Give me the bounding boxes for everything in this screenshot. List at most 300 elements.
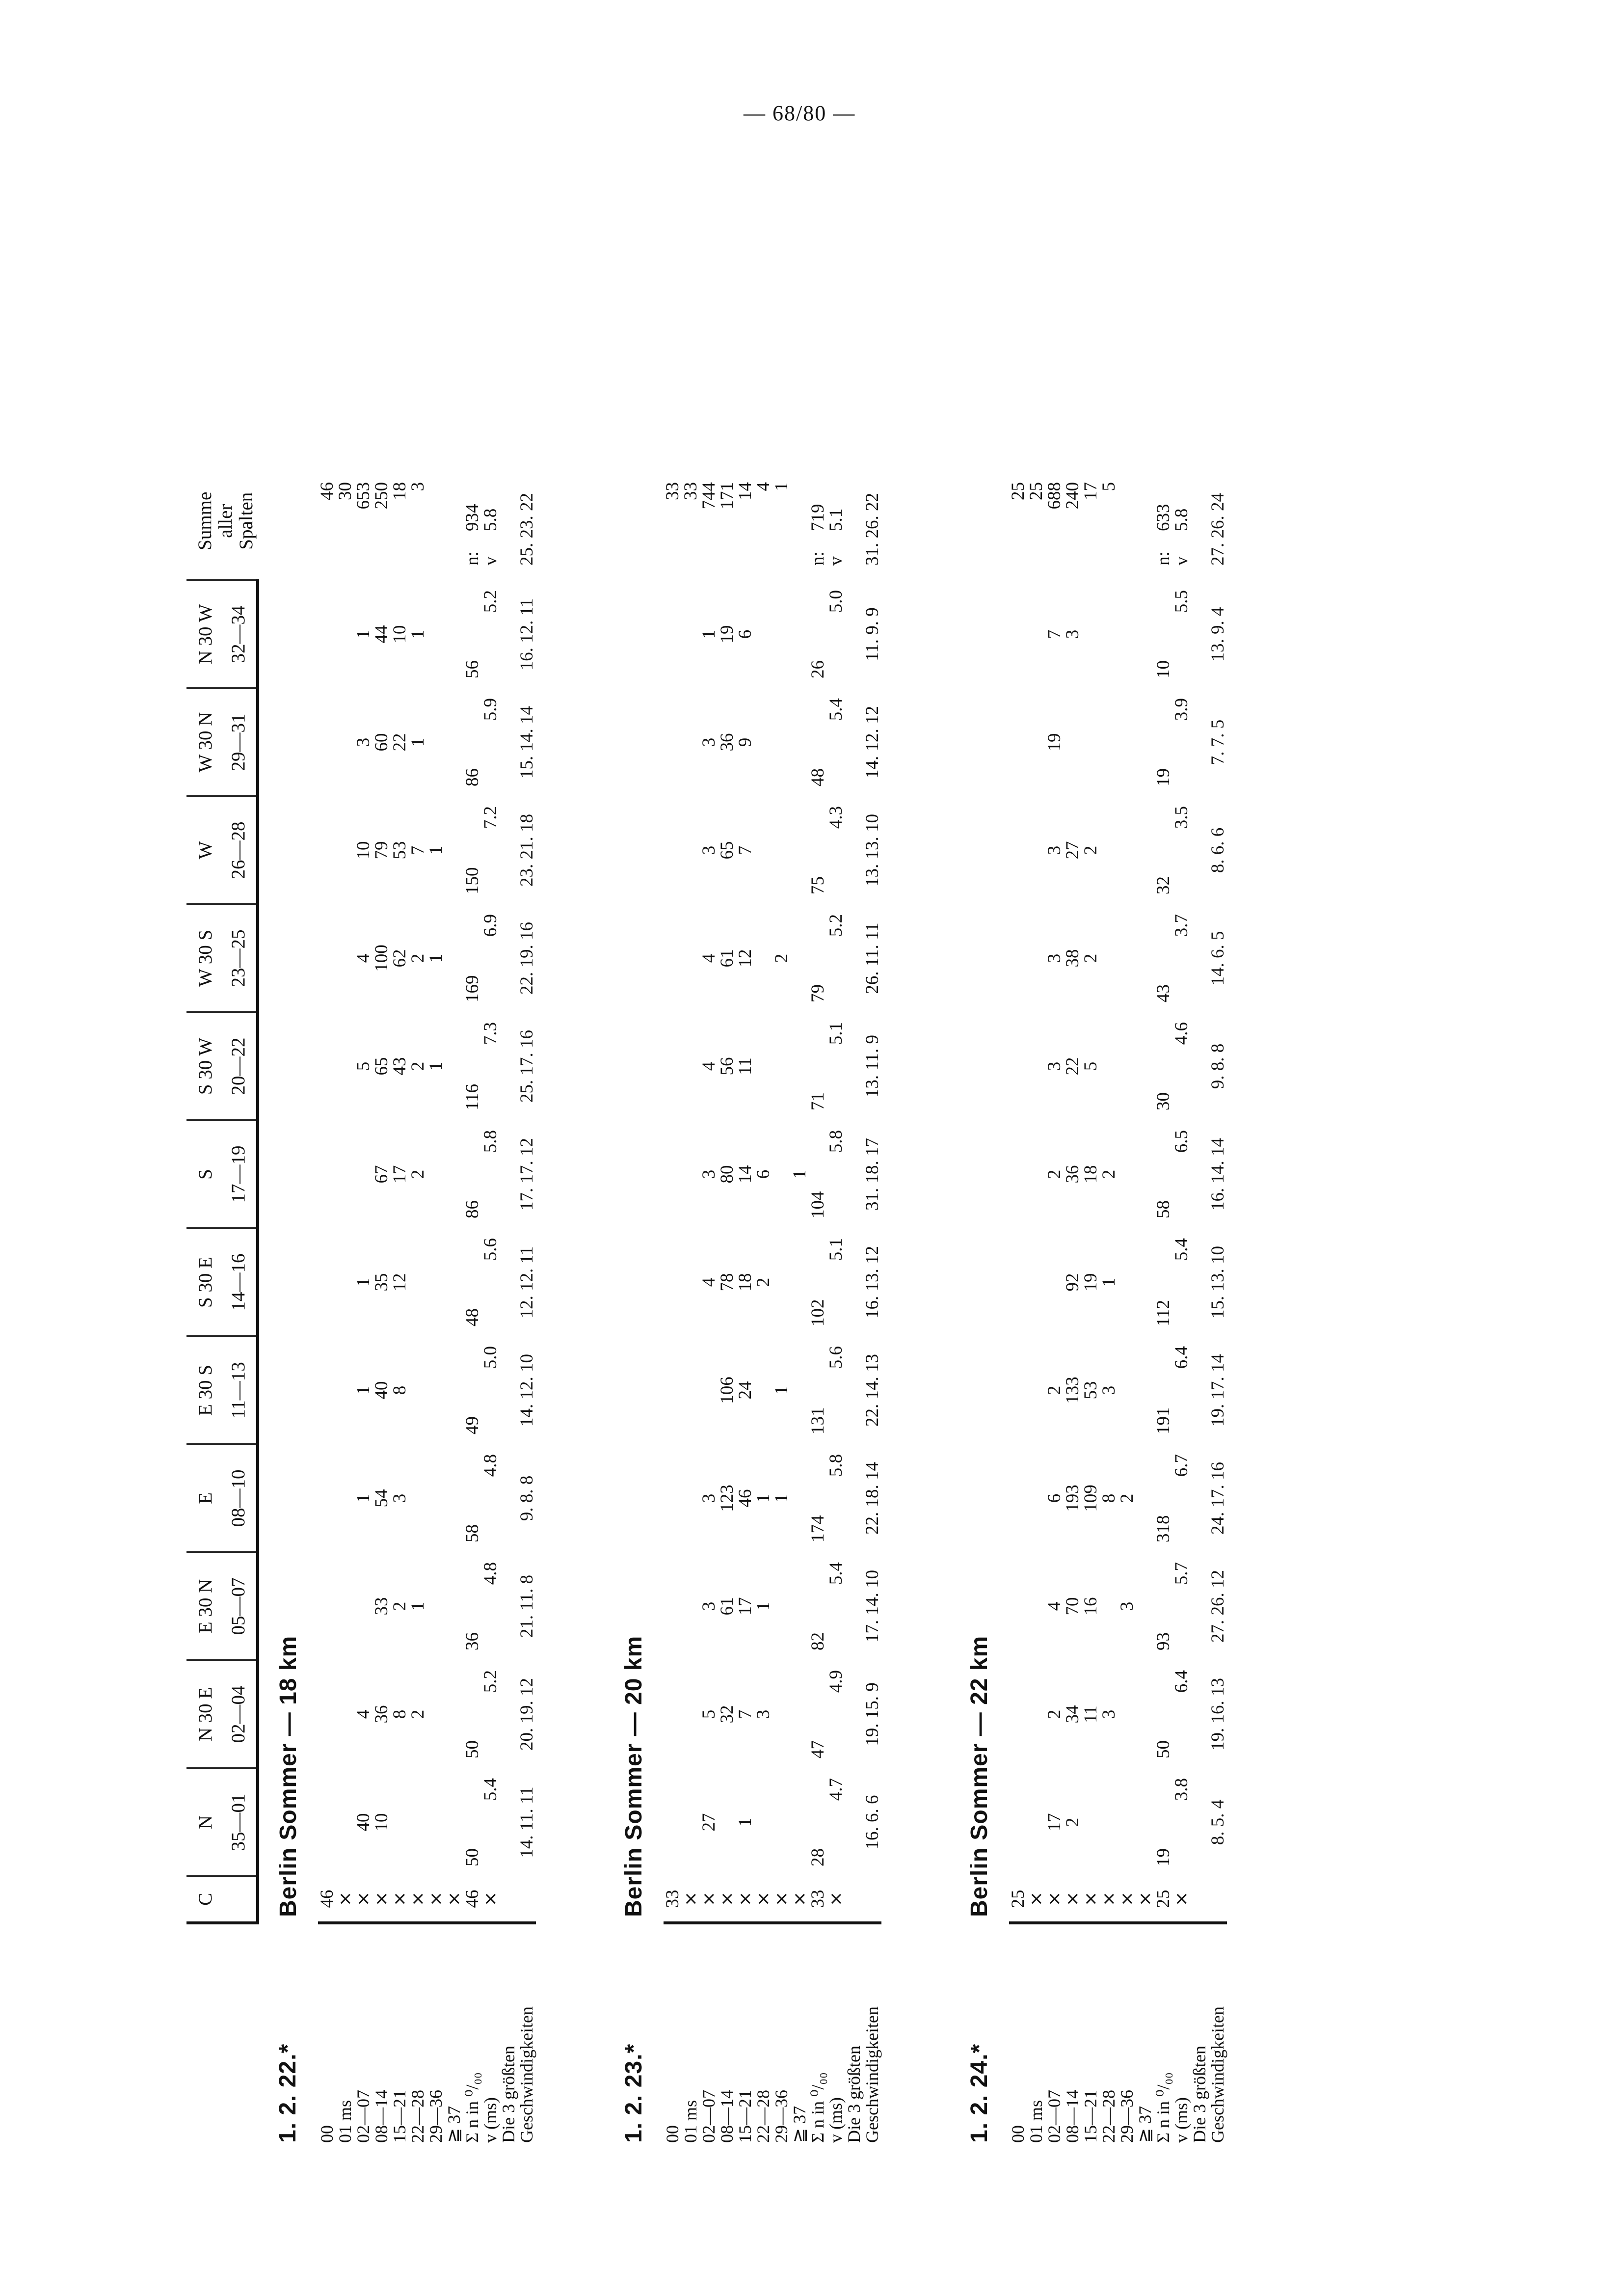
value-cell (1118, 1660, 1136, 1768)
value-cell (791, 1552, 809, 1660)
c-cell (1209, 1876, 1227, 1923)
value-cell (500, 1444, 518, 1552)
value-cell (1136, 1660, 1154, 1768)
value-cell: 17 (735, 1597, 755, 1616)
value-cell (500, 1336, 518, 1444)
c-cell: × (753, 1891, 773, 1907)
value-cell: 16. 14. 14 (1208, 1138, 1228, 1211)
table-row (736, 462, 754, 2149)
sum-cell: 33 (663, 482, 683, 500)
header-sum-line: Summe (194, 491, 215, 550)
value-cell: 18 (1081, 1165, 1101, 1184)
value-cell: 5.8 (826, 1130, 846, 1153)
sum-value: 5.8 (1171, 508, 1192, 531)
value-cell (336, 1660, 354, 1768)
value-cell (1009, 1228, 1027, 1336)
value-cell: 4.8 (480, 1562, 501, 1585)
value-cell: 32 (717, 1705, 737, 1724)
value-cell: 5.5 (1171, 590, 1192, 613)
value-cell (1136, 1768, 1154, 1876)
header-direction: S (186, 1120, 221, 1228)
value-cell (845, 1336, 863, 1444)
value-cell (791, 1228, 809, 1336)
value-cell (682, 1552, 700, 1660)
value-cell: 27 (1063, 841, 1083, 860)
value-cell: 65 (717, 841, 737, 860)
value-cell: 7 (408, 845, 428, 855)
value-cell (664, 1012, 682, 1120)
header-direction: N 30 E (186, 1660, 221, 1768)
value-cell (1118, 580, 1136, 688)
value-cell (318, 796, 336, 904)
header-sum (186, 462, 258, 580)
header-direction: W 30 N (186, 688, 221, 796)
value-cell: 58 (1153, 1200, 1173, 1218)
value-cell: 1 (753, 1601, 773, 1611)
value-cell (409, 1228, 427, 1336)
value-cell (427, 1552, 445, 1660)
value-cell: 3 (699, 1169, 719, 1179)
value-cell: 5.4 (480, 1778, 501, 1801)
sum-cell: 46 (317, 482, 337, 500)
value-cell: 31. 18. 17 (862, 1138, 882, 1211)
value-cell (1027, 1660, 1045, 1768)
value-cell: 8. 5. 4 (1208, 1799, 1228, 1845)
row-label: 08—14 (718, 1923, 736, 2149)
sum-cell (1172, 462, 1191, 580)
value-cell (500, 580, 518, 688)
value-cell (845, 580, 863, 688)
value-cell (318, 1012, 336, 1120)
row-label: 02—07 (354, 1923, 372, 2149)
value-cell: 34 (1063, 1705, 1083, 1724)
value-cell (427, 1120, 445, 1228)
section-spacer (881, 462, 950, 2149)
sum-cell: 250 (372, 482, 392, 510)
value-cell: 2 (1044, 1169, 1064, 1179)
value-cell: 3.8 (1171, 1778, 1192, 1801)
value-cell (1136, 1444, 1154, 1552)
value-cell (336, 796, 354, 904)
value-cell (1009, 580, 1027, 688)
table-row (1045, 462, 1064, 2149)
value-cell: 3 (1044, 845, 1064, 855)
value-cell: 5 (1081, 1061, 1101, 1071)
value-cell: 11 (1081, 1705, 1101, 1723)
value-cell: 1 (353, 1493, 373, 1503)
value-cell: 27 (699, 1813, 719, 1832)
value-cell: 1 (790, 1169, 810, 1179)
value-cell: 7. 7. 5 (1208, 719, 1228, 765)
value-cell: 24. 17. 16 (1208, 1462, 1228, 1535)
value-cell (1191, 1444, 1209, 1552)
value-cell: 5.2 (480, 590, 501, 613)
value-cell: 43 (1153, 984, 1173, 1002)
value-cell: 2 (1044, 1385, 1064, 1395)
value-cell (427, 1768, 445, 1876)
value-cell: 70 (1063, 1597, 1083, 1616)
value-cell: 10 (372, 1813, 392, 1832)
value-cell: 79 (808, 984, 828, 1002)
sum-cell: 25 (1008, 482, 1028, 500)
value-cell: 3 (353, 737, 373, 747)
value-cell (791, 1444, 809, 1552)
value-cell: 50 (1153, 1740, 1173, 1758)
wind-statistics-table (186, 462, 1227, 2149)
value-cell (1191, 1768, 1209, 1876)
value-cell (682, 1660, 700, 1768)
table-row (1100, 462, 1118, 2149)
c-cell (1191, 1876, 1209, 1923)
value-cell: 50 (462, 1740, 482, 1758)
value-cell (336, 1768, 354, 1876)
value-cell (318, 1444, 336, 1552)
row-label: Geschwindigkeiten (1209, 1923, 1227, 2149)
value-cell: 6.7 (1171, 1454, 1192, 1477)
value-cell (682, 1228, 700, 1336)
value-cell: 3 (1099, 1709, 1119, 1719)
value-cell (336, 904, 354, 1012)
row-label: v (ms) (827, 1923, 845, 2149)
c-cell: × (444, 1891, 464, 1907)
c-cell: × (1099, 1891, 1119, 1907)
value-cell: 7 (1044, 629, 1064, 639)
value-cell: 4 (1044, 1601, 1064, 1611)
value-cell (772, 1228, 791, 1336)
value-cell: 53 (390, 841, 410, 860)
value-cell (427, 1228, 445, 1336)
value-cell: 174 (808, 1515, 828, 1542)
value-cell: 92 (1063, 1273, 1083, 1292)
sum-cell (1191, 462, 1209, 580)
value-cell (336, 1120, 354, 1228)
table-row (700, 462, 718, 2149)
sum-label: v (826, 556, 846, 566)
value-cell (445, 1120, 463, 1228)
c-cell: 46 (462, 1890, 482, 1908)
value-cell (664, 1768, 682, 1876)
c-cell: × (1135, 1891, 1155, 1907)
value-cell: 36 (372, 1705, 392, 1724)
table-row (845, 462, 863, 2149)
value-cell: 17. 14. 10 (862, 1570, 882, 1643)
value-cell: 4.7 (826, 1778, 846, 1801)
value-cell (682, 1120, 700, 1228)
value-cell: 25. 17. 16 (517, 1030, 537, 1103)
value-cell (336, 580, 354, 688)
sum-cell (445, 462, 463, 580)
value-cell: 19 (1153, 768, 1173, 786)
value-cell: 12. 12. 11 (517, 1246, 537, 1319)
value-cell: 79 (372, 841, 392, 860)
row-label: Σ n in ⁰/₀₀ (809, 1923, 827, 2149)
row-label: 00 (664, 1923, 682, 2149)
value-cell (791, 1336, 809, 1444)
value-cell (682, 1012, 700, 1120)
value-cell (1027, 1336, 1045, 1444)
row-label: 01 ms (682, 1923, 700, 2149)
value-cell: 5.2 (826, 914, 846, 937)
value-cell: 123 (717, 1485, 737, 1512)
value-cell (845, 1768, 863, 1876)
table-row (754, 462, 772, 2149)
value-cell (1009, 1444, 1027, 1552)
table-row (391, 462, 409, 2149)
value-cell: 33 (372, 1597, 392, 1616)
value-cell: 36 (1063, 1165, 1083, 1184)
sum-cell: 653 (353, 482, 373, 510)
row-label: Geschwindigkeiten (518, 1923, 536, 2149)
value-cell (1136, 1120, 1154, 1228)
value-cell (1064, 688, 1082, 796)
value-cell (772, 1660, 791, 1768)
value-cell: 2 (1117, 1493, 1137, 1503)
value-cell (1082, 580, 1100, 688)
value-cell: 2 (408, 1709, 428, 1719)
value-cell: 6.9 (480, 914, 501, 937)
header-row-directions (186, 462, 221, 2149)
section-title: Berlin Sommer — 22 km (966, 1635, 992, 1917)
sum-label: n: (462, 551, 482, 566)
sum-cell: 31. 26. 22 (862, 493, 882, 566)
value-cell: 67 (372, 1165, 392, 1184)
c-cell: × (790, 1891, 810, 1907)
value-cell: 8. 6. 6 (1208, 827, 1228, 873)
row-label: ≧ 37 (445, 1923, 463, 2149)
row-label: 15—21 (391, 1923, 409, 2149)
value-cell (791, 1012, 809, 1120)
value-cell: 3 (1099, 1385, 1119, 1395)
sum-label: v (480, 556, 501, 566)
value-cell: 15. 14. 14 (517, 706, 537, 779)
row-label: 01 ms (1027, 1923, 1045, 2149)
value-cell: 2 (1063, 1817, 1083, 1827)
value-cell (1191, 580, 1209, 688)
value-cell: 4 (699, 953, 719, 963)
sum-cell: 25 (1026, 482, 1046, 500)
sum-cell: 25. 23. 22 (517, 493, 537, 566)
header-c: C (186, 1876, 221, 1923)
sum-cell: 171 (717, 482, 737, 510)
c-cell: × (1026, 1891, 1046, 1907)
value-cell (500, 1768, 518, 1876)
row-label: Die 3 größten (845, 1923, 863, 2149)
value-cell (1136, 1336, 1154, 1444)
value-cell (445, 688, 463, 796)
value-cell: 11. 9. 9 (862, 607, 882, 661)
value-cell (354, 1120, 372, 1228)
c-cell: × (1081, 1891, 1101, 1907)
value-cell (318, 1228, 336, 1336)
value-cell: 7.3 (480, 1022, 501, 1045)
value-cell (318, 1768, 336, 1876)
row-label: Geschwindigkeiten (863, 1923, 881, 2149)
value-cell (1118, 688, 1136, 796)
table-row (1009, 462, 1027, 2149)
value-cell: 22. 18. 14 (862, 1462, 882, 1535)
value-cell: 2 (1099, 1169, 1119, 1179)
value-cell (1191, 1552, 1209, 1660)
header-direction: E 30 S (186, 1336, 221, 1444)
value-cell: 3 (699, 1601, 719, 1611)
value-cell: 106 (717, 1377, 737, 1404)
value-cell: 1 (408, 629, 428, 639)
value-cell (445, 904, 463, 1012)
c-cell: × (699, 1891, 719, 1907)
value-cell: 10 (390, 625, 410, 644)
value-cell: 32 (1153, 876, 1173, 894)
table-row (354, 462, 372, 2149)
value-cell: 193 (1063, 1485, 1083, 1512)
value-cell (1009, 796, 1027, 904)
value-cell (1027, 1768, 1045, 1876)
table-row (1136, 462, 1154, 2149)
sum-cell: 27. 26. 24 (1208, 493, 1228, 566)
header-range: 08—10 (221, 1444, 258, 1552)
value-cell: 109 (1081, 1485, 1101, 1512)
value-cell (1009, 1660, 1027, 1768)
value-cell (445, 1336, 463, 1444)
value-cell (1191, 688, 1209, 796)
header-range: 11—13 (221, 1336, 258, 1444)
value-cell: 13. 9. 4 (1208, 607, 1228, 662)
value-cell: 2 (408, 1061, 428, 1071)
value-cell: 6.4 (1171, 1346, 1192, 1369)
value-cell (845, 1444, 863, 1552)
value-cell (791, 904, 809, 1012)
value-cell: 16. 12. 11 (517, 598, 537, 671)
table-row (427, 462, 445, 2149)
value-cell (1009, 688, 1027, 796)
section-date: 1. 2. 23.* (621, 2043, 647, 2143)
value-cell (427, 688, 445, 796)
value-cell (664, 904, 682, 1012)
value-cell: 40 (353, 1813, 373, 1832)
value-cell: 2 (753, 1277, 773, 1287)
value-cell (791, 1768, 809, 1876)
value-cell (1009, 1336, 1027, 1444)
row-label: 02—07 (700, 1923, 718, 2149)
table-row (863, 462, 881, 2149)
value-cell: 9. 8. 8 (517, 1475, 537, 1521)
value-cell: 1 (735, 1817, 755, 1827)
sum-cell: 14 (735, 482, 755, 500)
value-cell (427, 1660, 445, 1768)
sum-cell (827, 462, 845, 580)
value-cell (754, 1336, 772, 1444)
value-cell (664, 1660, 682, 1768)
header-direction: N 30 W (186, 580, 221, 688)
section-title-row (258, 462, 318, 2149)
header-direction: W (186, 796, 221, 904)
value-cell (336, 1552, 354, 1660)
value-cell: 3 (1044, 953, 1064, 963)
value-cell (845, 1012, 863, 1120)
sum-cell (500, 462, 518, 580)
c-cell: × (1063, 1891, 1083, 1907)
value-cell (318, 904, 336, 1012)
sum-cell (427, 462, 445, 580)
value-cell: 48 (808, 768, 828, 786)
c-cell: × (335, 1891, 355, 1907)
value-cell: 3 (1063, 629, 1083, 639)
row-label: v (ms) (481, 1923, 500, 2149)
value-cell: 5.1 (826, 1022, 846, 1045)
c-cell (845, 1876, 863, 1923)
value-cell: 3.9 (1171, 698, 1192, 721)
value-cell: 116 (462, 1083, 482, 1110)
value-cell: 27. 26. 12 (1208, 1570, 1228, 1643)
table-row (827, 462, 845, 2149)
value-cell (1118, 1012, 1136, 1120)
value-cell: 5.9 (480, 698, 501, 721)
header-row-ranges (221, 462, 258, 2149)
section-title-row (605, 462, 664, 2149)
value-cell (1118, 796, 1136, 904)
value-cell: 6.4 (1171, 1670, 1192, 1693)
value-cell: 1 (408, 1601, 428, 1611)
value-cell: 5.4 (826, 1562, 846, 1585)
sum-cell (791, 462, 809, 580)
table-row (445, 462, 463, 2149)
value-cell (1027, 1444, 1045, 1552)
value-cell (500, 1228, 518, 1336)
value-cell: 18 (735, 1273, 755, 1292)
value-cell: 13. 13. 10 (862, 814, 882, 887)
value-cell: 60 (372, 733, 392, 752)
value-cell (318, 1660, 336, 1768)
value-cell: 1 (426, 1061, 446, 1071)
value-cell: 1 (408, 737, 428, 747)
c-cell (500, 1876, 518, 1923)
value-cell: 131 (808, 1407, 828, 1434)
row-label: 22—28 (1100, 1923, 1118, 2149)
value-cell: 5.2 (480, 1670, 501, 1693)
header-range: 14—16 (221, 1228, 258, 1336)
value-cell: 1 (353, 1277, 373, 1287)
header-direction: E (186, 1444, 221, 1552)
value-cell: 86 (462, 768, 482, 786)
value-cell (682, 1768, 700, 1876)
value-cell: 4 (353, 953, 373, 963)
value-cell (1027, 904, 1045, 1012)
sum-cell: 3 (408, 482, 428, 491)
value-cell (445, 580, 463, 688)
value-cell: 50 (462, 1848, 482, 1866)
value-cell: 24 (735, 1381, 755, 1400)
value-cell: 58 (462, 1524, 482, 1542)
value-cell: 22 (390, 733, 410, 752)
header-label-blank (186, 1923, 258, 2149)
value-cell: 3 (699, 737, 719, 747)
value-cell (682, 1336, 700, 1444)
header-range: 20—22 (221, 1012, 258, 1120)
value-cell: 5 (699, 1709, 719, 1719)
value-cell (1009, 1120, 1027, 1228)
value-cell (336, 688, 354, 796)
value-cell (427, 580, 445, 688)
table-row (682, 462, 700, 2149)
row-label: 22—28 (754, 1923, 772, 2149)
value-cell (445, 796, 463, 904)
header-range: 02—04 (221, 1660, 258, 1768)
value-cell (718, 1768, 736, 1876)
value-cell (500, 1012, 518, 1120)
value-cell: 14 (735, 1165, 755, 1184)
value-cell (445, 1228, 463, 1336)
value-cell: 12 (390, 1273, 410, 1292)
value-cell: 16. 6. 6 (862, 1795, 882, 1850)
